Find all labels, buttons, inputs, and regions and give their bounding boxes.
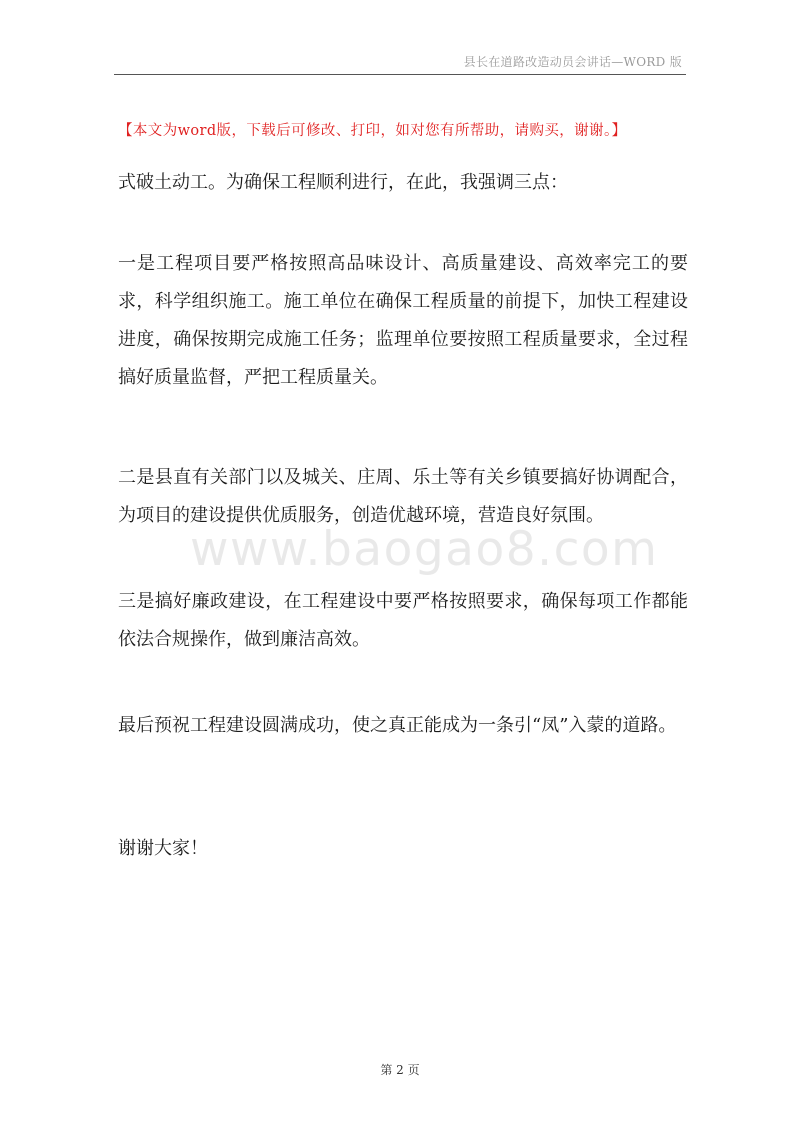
paragraph-point-one: 一是工程项目要严格按照高品味设计、高质量建设、高效率完工的要求，科学组织施工。施工单位在确保工程质量的前提下，加快工程建设进度，确保按期完成施工任务；监理单位要按照工程质量要求，全过程搞好质量监督，严把工程质量关。 bbox=[118, 253, 688, 388]
page-number: 第 2 页 bbox=[380, 1063, 420, 1077]
download-notice: 【本文为word版，下载后可修改、打印，如对您有所帮助，请购买，谢谢。】 bbox=[118, 123, 627, 139]
paragraph-intro: 式破土动工。为确保工程顺利进行，在此，我强调三点： bbox=[118, 172, 568, 193]
header-divider bbox=[114, 74, 686, 75]
paragraph-point-three: 三是搞好廉政建设，在工程建设中要严格按照要求，确保每项工作都能依法合规操作，做到廉洁高效。 bbox=[118, 591, 688, 650]
paragraph-thanks: 谢谢大家！ bbox=[118, 838, 208, 859]
document-header-title: 县长在道路改造动员会讲话—WORD 版 bbox=[463, 55, 682, 69]
paragraph-closing-wish: 最后预祝工程建设圆满成功，使之真正能成为一条引“凤”入蒙的道路。 bbox=[118, 715, 677, 736]
paragraph-point-two: 二是县直有关部门以及城关、庄周、乐土等有关乡镇要搞好协调配合，为项目的建设提供优质服务，创造优越环境，营造良好氛围。 bbox=[118, 467, 688, 526]
watermark: www.baogao8.com bbox=[190, 522, 659, 577]
